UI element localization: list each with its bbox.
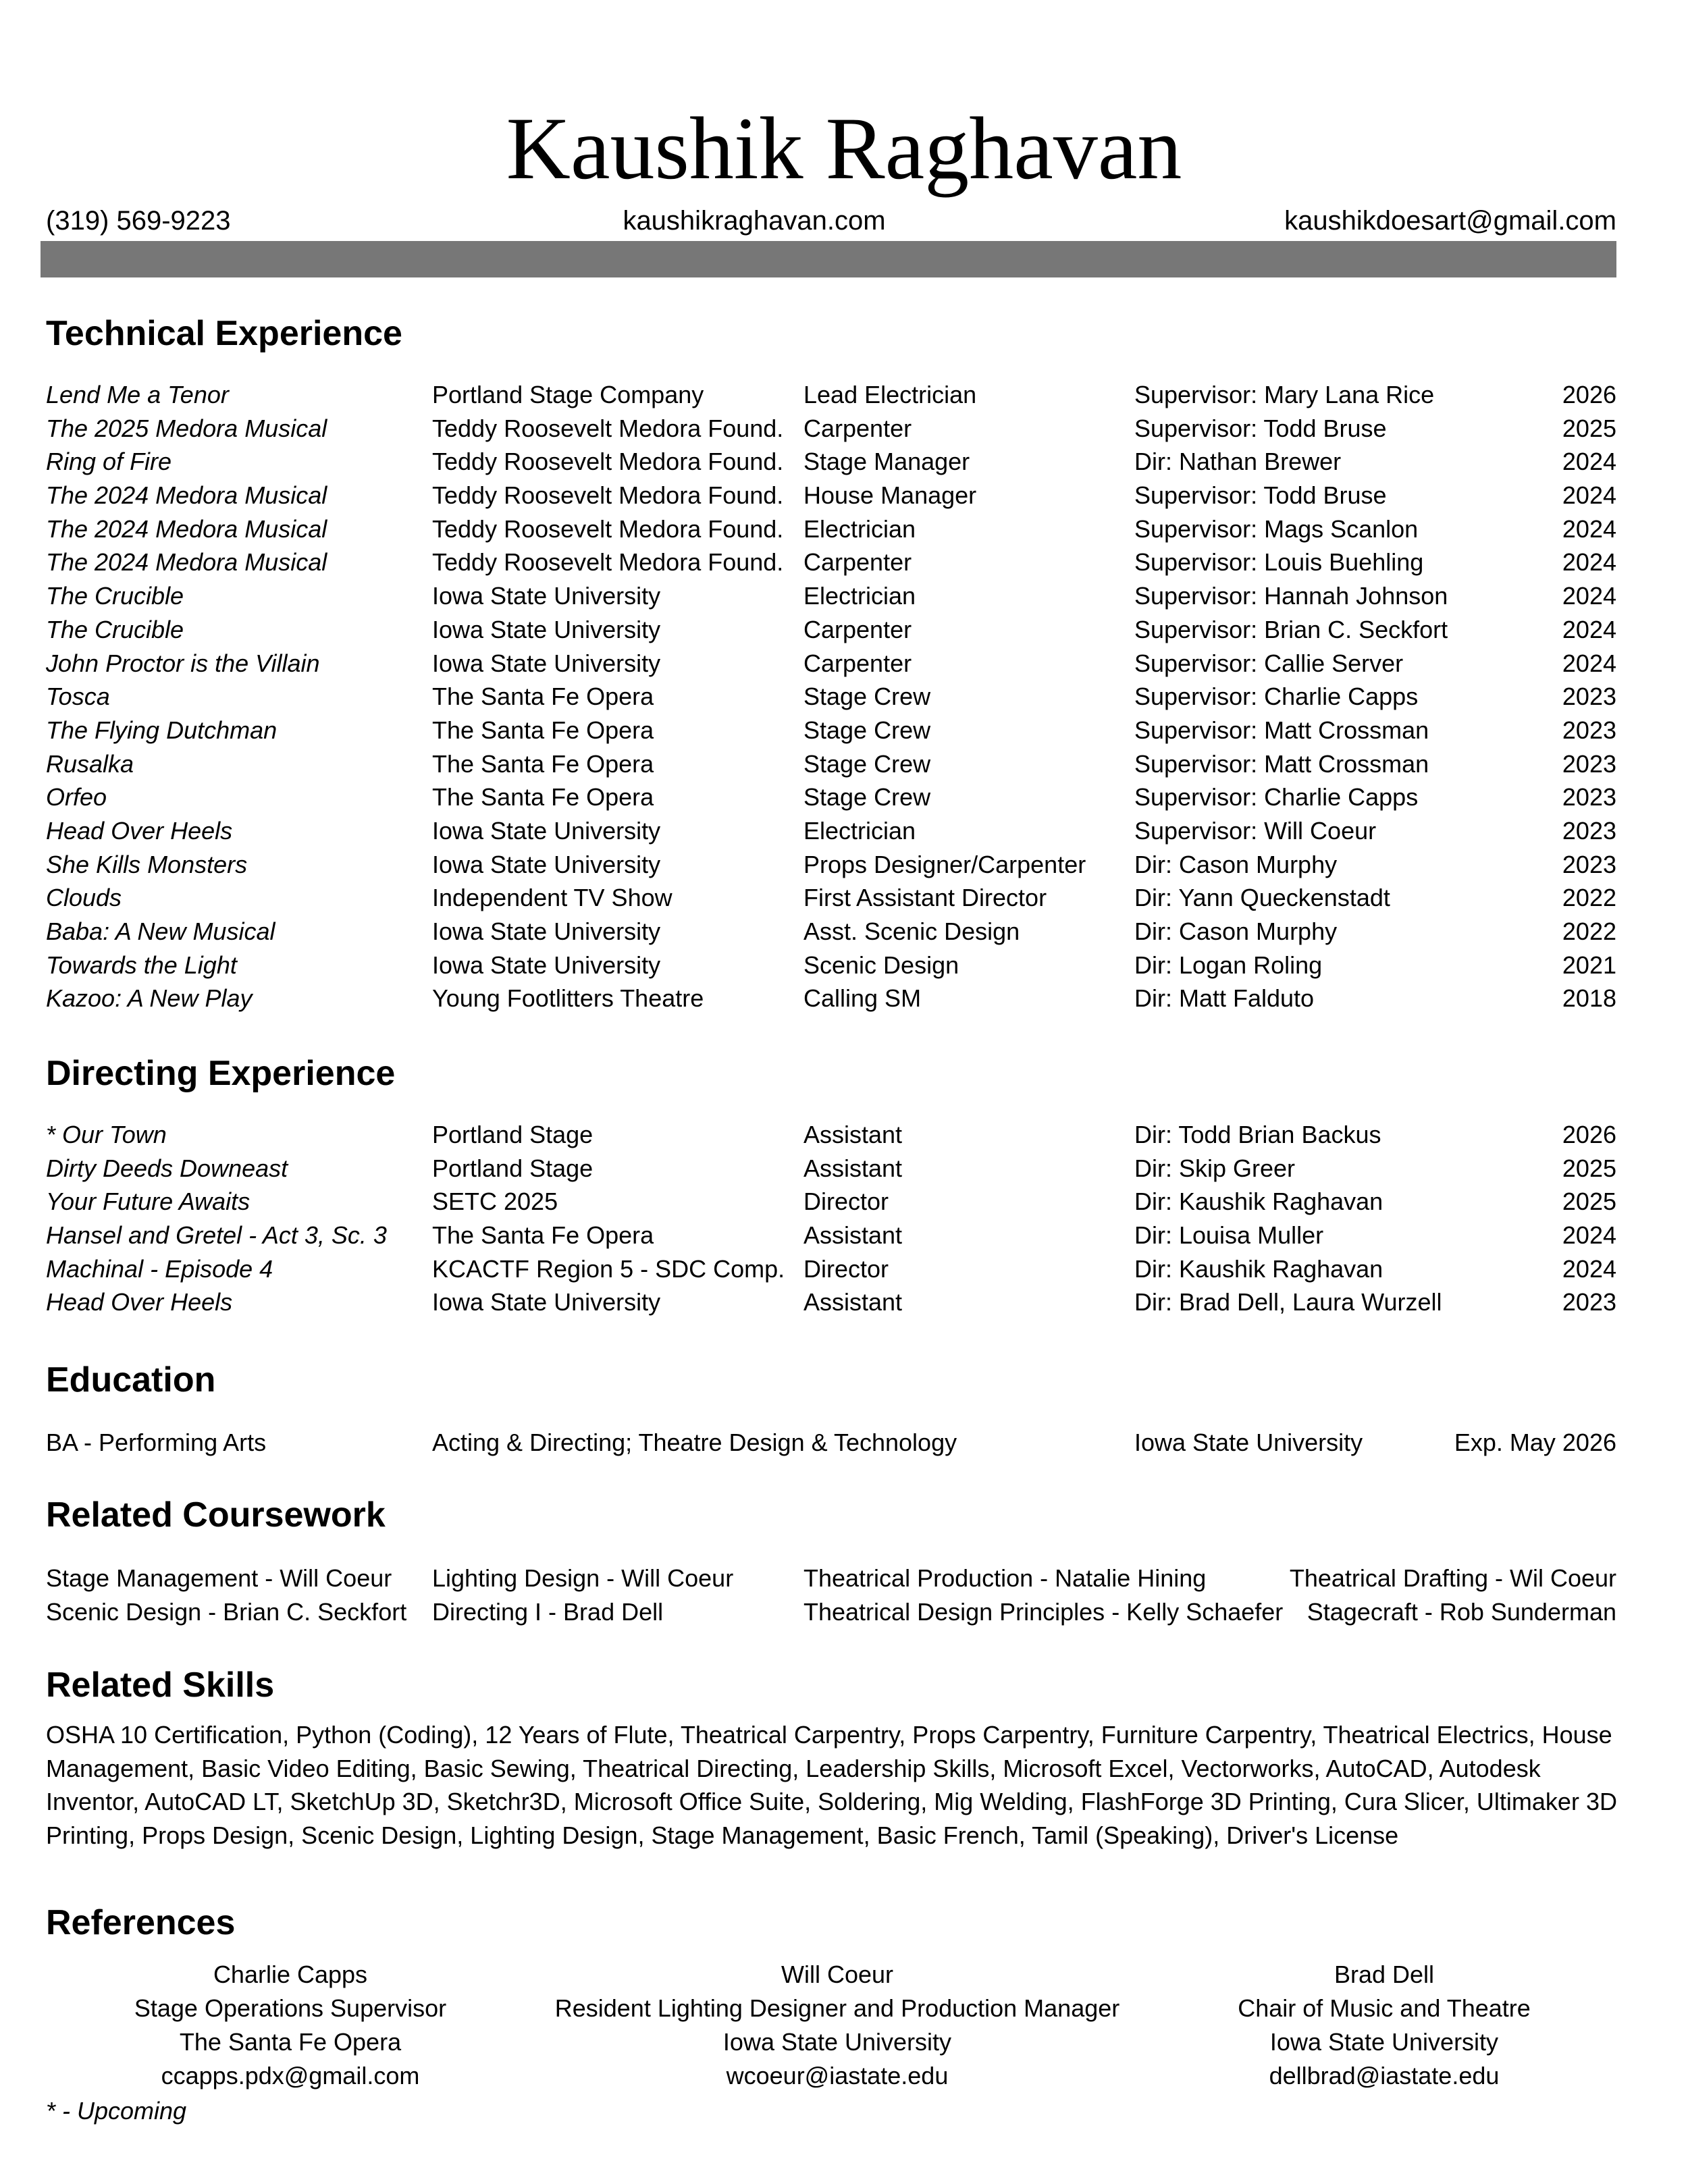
- technical-org-column: [432, 378, 783, 1015]
- row-org: Teddy Roosevelt Medora Found.: [432, 448, 784, 476]
- row-year: 2023: [1562, 783, 1616, 811]
- row-role: First Assistant Director: [803, 884, 1047, 912]
- row-contact: Supervisor: Charlie Capps: [1134, 683, 1419, 711]
- row-year: 2026: [1562, 381, 1616, 408]
- row-org: Iowa State University: [432, 615, 661, 643]
- row-contact: Supervisor: Todd Bruse: [1134, 414, 1387, 442]
- row-show: Dirty Deeds Downeast: [46, 1154, 288, 1182]
- row-org: Teddy Roosevelt Medora Found.: [432, 481, 784, 510]
- row-show: The 2025 Medora Musical: [46, 414, 327, 442]
- row-org: Iowa State University: [432, 582, 661, 610]
- row-contact: Dir: Cason Murphy: [1134, 850, 1338, 878]
- contact-phone: (319) 569-9223: [46, 206, 231, 236]
- row-org: Iowa State University: [432, 816, 661, 845]
- header-divider-bar: [41, 241, 1616, 277]
- row-show: Ring of Fire: [46, 448, 172, 476]
- row-show: Kazoo: A New Play: [46, 984, 253, 1013]
- row-role: Stage Crew: [803, 716, 931, 744]
- row-org: Teddy Roosevelt Medora Found.: [432, 514, 784, 543]
- row-show: Lend Me a Tenor: [46, 381, 229, 408]
- row-year: 2023: [1562, 749, 1616, 778]
- row-year: 2024: [1562, 1221, 1616, 1250]
- row-show: Head Over Heels: [46, 1288, 233, 1316]
- reference-2: [527, 1958, 1148, 2093]
- row-show: Your Future Awaits: [46, 1188, 250, 1216]
- coursework-column-1: [46, 1562, 406, 1628]
- row-show: Orfeo: [46, 783, 107, 811]
- row-role: Stage Crew: [803, 783, 931, 811]
- reference-title: Chair of Music and Theatre: [1238, 1994, 1531, 2022]
- coursework-heading: Related Coursework: [46, 1495, 386, 1535]
- row-year: 2023: [1562, 716, 1616, 744]
- list-item: Scenic Design - Brian C. Seckfort: [46, 1597, 407, 1626]
- list-item: Theatrical Drafting - Wil Coeur: [1289, 1564, 1616, 1592]
- reference-email: ccapps.pdx@gmail.com: [161, 2062, 420, 2089]
- row-show: John Proctor is the Villain: [46, 649, 320, 677]
- row-role: Stage Crew: [803, 683, 931, 711]
- reference-1: [88, 1958, 493, 2093]
- row-role: Director: [803, 1254, 889, 1283]
- row-org: Young Footlitters Theatre: [432, 984, 704, 1013]
- row-role: Electrician: [803, 816, 916, 845]
- row-role: Stage Crew: [803, 749, 931, 778]
- row-org: The Santa Fe Opera: [432, 1221, 654, 1250]
- row-show: The 2024 Medora Musical: [46, 481, 327, 510]
- row-role: Stage Manager: [803, 448, 970, 476]
- row-year: 2025: [1562, 1188, 1616, 1216]
- reference-name: Charlie Capps: [213, 1961, 368, 1988]
- reference-email: dellbrad@iastate.edu: [1269, 2062, 1500, 2089]
- row-year: 2023: [1562, 1288, 1616, 1316]
- row-year: 2024: [1562, 615, 1616, 643]
- row-show: She Kills Monsters: [46, 850, 248, 878]
- row-year: 2024: [1562, 548, 1616, 577]
- reference-org: Iowa State University: [722, 2028, 952, 2056]
- technical-year-column: [1562, 378, 1616, 1015]
- row-show: Hansel and Gretel - Act 3, Sc. 3: [46, 1221, 387, 1250]
- reference-title: Resident Lighting Designer and Production Manager: [554, 1994, 1120, 2022]
- row-role: Carpenter: [803, 649, 912, 677]
- row-year: 2025: [1562, 1154, 1616, 1182]
- education-heading: Education: [46, 1360, 216, 1400]
- row-org: Portland Stage Company: [432, 381, 704, 408]
- row-show: Tosca: [46, 683, 110, 711]
- row-show: Clouds: [46, 884, 122, 912]
- row-org: Iowa State University: [432, 850, 661, 878]
- reference-name: Brad Dell: [1334, 1961, 1435, 1988]
- row-contact: Dir: Todd Brian Backus: [1134, 1121, 1381, 1148]
- row-role: Director: [803, 1188, 889, 1216]
- row-show: The 2024 Medora Musical: [46, 514, 327, 543]
- list-item: Theatrical Production - Natalie Hining: [803, 1564, 1207, 1592]
- reference-email: wcoeur@iastate.edu: [726, 2062, 949, 2089]
- row-role: Assistant: [803, 1288, 903, 1316]
- row-contact: Supervisor: Brian C. Seckfort: [1134, 615, 1448, 643]
- row-org: Iowa State University: [432, 951, 661, 979]
- reference-3: [1182, 1958, 1587, 2093]
- row-role: Electrician: [803, 514, 916, 543]
- row-contact: Dir: Kaushik Raghavan: [1134, 1188, 1383, 1216]
- row-contact: Dir: Skip Greer: [1134, 1154, 1296, 1182]
- technical-contact-column: [1134, 378, 1448, 1015]
- row-contact: Dir: Louisa Muller: [1134, 1221, 1324, 1250]
- row-role: Asst. Scenic Design: [803, 917, 1020, 945]
- education-degree: BA - Performing Arts: [46, 1429, 267, 1456]
- row-contact: Supervisor: Todd Bruse: [1134, 481, 1387, 510]
- row-year: 2023: [1562, 683, 1616, 711]
- list-item: Lighting Design - Will Coeur: [432, 1564, 734, 1592]
- row-year: 2026: [1562, 1121, 1616, 1148]
- row-year: 2025: [1562, 414, 1616, 442]
- upcoming-footnote: * - Upcoming: [46, 2097, 187, 2125]
- row-org: KCACTF Region 5 - SDC Comp.: [432, 1254, 785, 1283]
- row-year: 2018: [1562, 984, 1616, 1013]
- directing-contact-column: [1134, 1118, 1442, 1319]
- row-contact: Dir: Kaushik Raghavan: [1134, 1254, 1383, 1283]
- list-item: Theatrical Design Principles - Kelly Schaefer: [803, 1597, 1284, 1626]
- technical-show-column: [46, 378, 327, 1015]
- list-item: Stage Management - Will Coeur: [46, 1564, 392, 1592]
- row-role: Carpenter: [803, 548, 912, 577]
- row-role: Props Designer/Carpenter: [803, 850, 1086, 878]
- row-contact: Supervisor: Charlie Capps: [1134, 783, 1419, 811]
- coursework-column-3: [803, 1562, 1283, 1628]
- row-show: * Our Town: [46, 1121, 167, 1148]
- row-org: The Santa Fe Opera: [432, 716, 654, 744]
- row-role: Lead Electrician: [803, 381, 977, 408]
- row-role: Scenic Design: [803, 951, 959, 979]
- row-contact: Supervisor: Mary Lana Rice: [1134, 381, 1435, 408]
- row-year: 2022: [1562, 884, 1616, 912]
- row-show: The Crucible: [46, 615, 184, 643]
- row-org: Teddy Roosevelt Medora Found.: [432, 414, 784, 442]
- row-org: The Santa Fe Opera: [432, 749, 654, 778]
- row-show: Rusalka: [46, 749, 134, 778]
- education-school: Iowa State University: [1134, 1429, 1363, 1456]
- row-role: Assistant: [803, 1121, 903, 1148]
- row-org: SETC 2025: [432, 1188, 558, 1216]
- list-item: Stagecraft - Rob Sunderman: [1307, 1597, 1616, 1626]
- row-role: Assistant: [803, 1221, 903, 1250]
- row-year: 2024: [1562, 582, 1616, 610]
- row-show: The 2024 Medora Musical: [46, 548, 327, 577]
- education-date: Exp. May 2026: [1454, 1429, 1616, 1456]
- row-contact: Dir: Logan Roling: [1134, 951, 1323, 979]
- reference-title: Stage Operations Supervisor: [134, 1994, 447, 2022]
- technical-role-column: [803, 378, 1086, 1015]
- row-org: Teddy Roosevelt Medora Found.: [432, 548, 784, 577]
- row-year: 2024: [1562, 514, 1616, 543]
- row-year: 2023: [1562, 816, 1616, 845]
- row-contact: Supervisor: Matt Crossman: [1134, 749, 1429, 778]
- row-contact: Dir: Cason Murphy: [1134, 917, 1338, 945]
- directing-experience-heading: Directing Experience: [46, 1054, 396, 1093]
- row-role: House Manager: [803, 481, 977, 510]
- directing-role-column: [803, 1118, 902, 1319]
- row-role: Carpenter: [803, 414, 912, 442]
- reference-org: Iowa State University: [1269, 2028, 1499, 2056]
- row-show: Baba: A New Musical: [46, 917, 275, 945]
- row-contact: Supervisor: Callie Server: [1134, 649, 1404, 677]
- row-show: The Flying Dutchman: [46, 716, 278, 744]
- row-year: 2024: [1562, 649, 1616, 677]
- skills-text: OSHA 10 Certification, Python (Coding), 12 Years of Flute, Theatrical Carpentry, Props Carpentry, Furniture Carpentry, Theatrical Electrics, House Management, Basic Video Editing, Basic Sewing, Theatrical Directing, Leadership Skills, Microsoft Excel, Vectorworks, AutoCAD, Autodesk Inventor, AutoCAD LT, SketchUp 3D, Sketchr3D, Microsoft Office Suite, Soldering, Mig Welding, FlashForge 3D Printing, Cura Slicer, Ultimaker 3D Printing, Props Design, Scenic Design, Lighting Design, Stage Management, Basic French, Tamil (Speaking), Driver's License: [46, 1721, 1617, 1849]
- coursework-column-4: [1290, 1562, 1616, 1628]
- row-show: Head Over Heels: [46, 816, 233, 845]
- row-org: Iowa State University: [432, 1288, 661, 1316]
- list-item: Directing I - Brad Dell: [432, 1597, 664, 1626]
- row-contact: Supervisor: Will Coeur: [1134, 816, 1377, 845]
- row-year: 2024: [1562, 481, 1616, 510]
- skills-heading: Related Skills: [46, 1666, 275, 1705]
- row-org: Iowa State University: [432, 917, 661, 945]
- directing-show-column: [46, 1118, 387, 1319]
- row-contact: Dir: Nathan Brewer: [1134, 448, 1342, 476]
- row-contact: Dir: Matt Falduto: [1134, 984, 1315, 1013]
- row-year: 2024: [1562, 1254, 1616, 1283]
- row-role: Electrician: [803, 582, 916, 610]
- row-org: Independent TV Show: [432, 884, 672, 912]
- row-org: Portland Stage: [432, 1154, 594, 1182]
- row-contact: Supervisor: Matt Crossman: [1134, 716, 1429, 744]
- row-year: 2021: [1562, 951, 1616, 979]
- row-contact: Supervisor: Mags Scanlon: [1134, 514, 1419, 543]
- row-org: The Santa Fe Opera: [432, 783, 654, 811]
- row-role: Calling SM: [803, 984, 922, 1013]
- row-org: Iowa State University: [432, 649, 661, 677]
- references-heading: References: [46, 1903, 236, 1942]
- contact-website: kaushikraghavan.com: [623, 206, 886, 236]
- row-contact: Dir: Yann Queckenstadt: [1134, 884, 1390, 912]
- row-contact: Supervisor: Louis Buehling: [1134, 548, 1424, 577]
- row-role: Carpenter: [803, 615, 912, 643]
- row-show: Machinal - Episode 4: [46, 1254, 273, 1283]
- coursework-column-2: [432, 1562, 733, 1628]
- row-year: 2023: [1562, 850, 1616, 878]
- row-year: 2022: [1562, 917, 1616, 945]
- contact-email: kaushikdoesart@gmail.com: [1284, 206, 1616, 236]
- resume-name: Kaushik Raghavan: [506, 99, 1182, 198]
- row-contact: Supervisor: Hannah Johnson: [1134, 582, 1448, 610]
- education-focus: Acting & Directing; Theatre Design & Technology: [432, 1429, 957, 1456]
- technical-experience-heading: Technical Experience: [46, 314, 402, 353]
- reference-org: The Santa Fe Opera: [179, 2028, 402, 2056]
- row-contact: Dir: Brad Dell, Laura Wurzell: [1134, 1288, 1442, 1316]
- row-show: Towards the Light: [46, 951, 237, 979]
- reference-name: Will Coeur: [781, 1961, 894, 1988]
- row-org: The Santa Fe Opera: [432, 683, 654, 711]
- row-org: Portland Stage: [432, 1121, 594, 1148]
- row-role: Assistant: [803, 1154, 903, 1182]
- row-show: The Crucible: [46, 582, 184, 610]
- directing-year-column: [1562, 1118, 1616, 1319]
- row-year: 2024: [1562, 448, 1616, 476]
- directing-org-column: [432, 1118, 785, 1319]
